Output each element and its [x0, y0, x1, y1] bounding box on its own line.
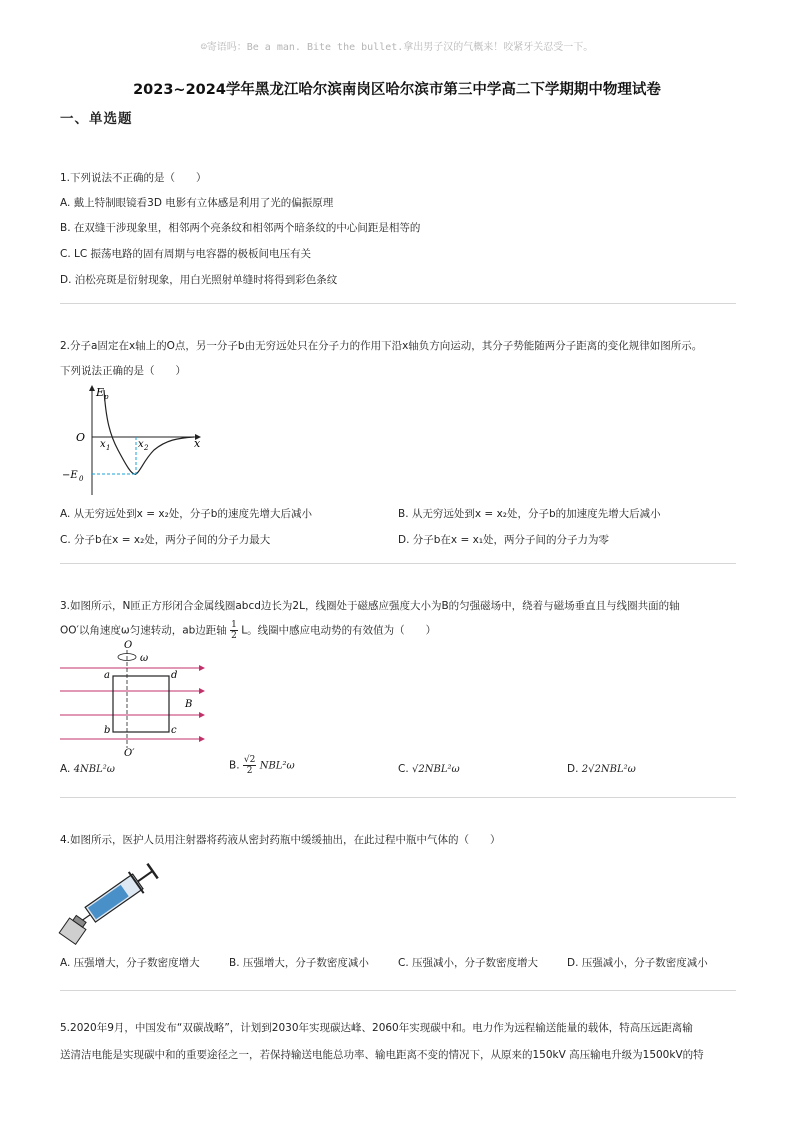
q3-option-d-prefix: D. — [567, 763, 579, 775]
q2-option-c[interactable]: C. 分子b在x = x₂处，两分子间的分子力最大 — [60, 534, 271, 546]
x1-sub: 1 — [106, 444, 111, 452]
q3-option-d-expr: 2√2NBL²ω — [581, 764, 636, 775]
q3-option-b-den: 2 — [246, 766, 253, 776]
potential-curve — [104, 390, 194, 474]
q3-option-b-frac — [243, 755, 256, 776]
q1-option-d[interactable]: D. 泊松亮斑是衍射现象，用白光照射单缝时将得到彩色条纹 — [60, 274, 338, 286]
q4-stem: 4.如图所示，医护人员用注射器将药液从密封药瓶中缓缓抽出，在此过程中瓶中气体的（ ） — [60, 834, 501, 846]
q2-stem-line2: 下列说法正确的是（ ） — [60, 365, 186, 377]
corner-a-label: a — [104, 670, 110, 681]
x-axis-label: x — [194, 437, 201, 450]
q5-line1: 5.2020年9月，中国发布“双碳战略”，计划到2030年实现碳达峰、2060年实现碳中和。电力作为远程输送能量的载体，特高压远距离输 — [60, 1022, 693, 1034]
q3-option-c-prefix: C. — [398, 763, 409, 775]
q3-option-b-num: √2 — [243, 755, 256, 765]
x2-label: x — [138, 439, 144, 450]
q4-option-a[interactable]: A. 压强增大，分子数密度增大 — [60, 957, 200, 969]
corner-b-label: b — [104, 725, 111, 736]
q1-option-b[interactable]: B. 在双缝干涉现象里，相邻两个亮条纹和相邻两个暗条纹的中心间距是相等的 — [60, 222, 421, 234]
header-quote: ☺寄语吗：Be a man. Bite the bullet.拿出男子汉的气概来！咬紧牙关忍受一下。 — [200, 42, 594, 53]
divider — [60, 303, 736, 304]
q3-option-b[interactable] — [229, 755, 295, 776]
q3-option-a-expr: 4NBL²ω — [73, 764, 115, 775]
syringe-vial-figure — [58, 852, 168, 948]
q1-stem: 1.下列说法不正确的是（ ） — [60, 172, 207, 184]
field-b-label: B — [185, 699, 193, 710]
q3-stem-line2-a: OO′以角速度ω匀速转动，ab边距轴 — [60, 624, 227, 637]
q2-option-a[interactable]: A. 从无穷远处到x = x₂处，分子b的速度先增大后减小 — [60, 508, 312, 520]
q2-stem-line1: 2.分子a固定在x轴上的O点，另一分子b由无穷远处只在分子力的作用下沿x轴负方向运动，其分子势能随两分子距离的变化规律如图所示。 — [60, 340, 703, 352]
q3-option-c[interactable] — [398, 763, 460, 775]
omega-label: ω — [140, 653, 149, 664]
q3-option-d[interactable] — [567, 763, 636, 775]
q3-frac-den: 2 — [231, 631, 237, 641]
q3-rotating-coil-figure — [60, 640, 210, 758]
divider — [60, 563, 736, 564]
q3-stem-line2 — [60, 620, 436, 641]
q3-fraction — [230, 620, 238, 641]
q3-stem-line2-b: L。线圈中感应电动势的有效值为（ ） — [241, 624, 437, 637]
q4-option-b[interactable]: B. 压强增大，分子数密度减小 — [229, 957, 369, 969]
q3-stem-line1: 3.如图所示，N匝正方形闭合金属线圈abcd边长为2L，线圈处于磁感应强度大小为B的匀强磁场中，绕着与磁场垂直且与线圈共面的轴 — [60, 600, 680, 612]
q1-option-c[interactable]: C. LC 振荡电路的固有周期与电容器的极板间电压有关 — [60, 248, 312, 260]
q3-option-b-expr: NBL²ω — [259, 760, 295, 772]
axis-top-label: O — [124, 640, 133, 651]
q3-frac-num: 1 — [231, 620, 237, 630]
q3-option-a-prefix: A. — [60, 763, 71, 775]
syringe-plunger — [138, 871, 153, 881]
q3-option-b-prefix: B. — [229, 759, 240, 772]
neg-e0-sub: 0 — [79, 475, 84, 483]
x1-label: x — [100, 439, 106, 450]
q2-option-d[interactable]: D. 分子b在x = x₁处，两分子间的分子力为零 — [398, 534, 610, 546]
origin-label: O — [76, 431, 86, 444]
square-coil — [113, 676, 169, 732]
q4-option-d[interactable]: D. 压强减小，分子数密度减小 — [567, 957, 708, 969]
neg-e0-label: −E — [62, 470, 78, 481]
plunger-thumb — [147, 864, 157, 879]
x2-sub: 2 — [144, 444, 149, 452]
divider — [60, 797, 736, 798]
divider — [60, 990, 736, 991]
page-title: 2023~2024学年黑龙江哈尔滨南岗区哈尔滨市第三中学高二下学期期中物理试卷 — [133, 82, 661, 98]
y-axis-label: E — [96, 386, 105, 399]
q2-potential-energy-graph — [60, 380, 220, 498]
q4-option-c[interactable]: C. 压强减小，分子数密度增大 — [398, 957, 539, 969]
q1-option-a[interactable]: A. 戴上特制眼镜看3D 电影有立体感是利用了光的偏振原理 — [60, 197, 334, 209]
q2-option-b[interactable]: B. 从无穷远处到x = x₂处，分子b的加速度先增大后减小 — [398, 508, 661, 520]
q3-option-a[interactable] — [60, 763, 115, 775]
y-axis-sub: p — [104, 393, 109, 401]
corner-c-label: c — [171, 725, 177, 736]
q3-option-c-expr: √2NBL²ω — [412, 764, 460, 775]
axis-bottom-label: O′ — [124, 748, 135, 759]
section-title: 一、单选题 — [60, 111, 133, 127]
q5-line2: 送清洁电能是实现碳中和的重要途径之一，若保持输送电能总功率、输电距离不变的情况下，从原来的150kV 高压输电升级为1500kV的特 — [60, 1049, 704, 1061]
corner-d-label: d — [171, 670, 178, 681]
